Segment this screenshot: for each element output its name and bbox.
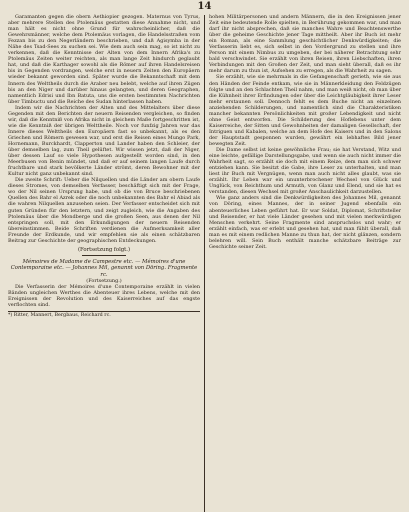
left-paragraph-1: Garamanten gegen die obern Aethiopier gezogen. Maternus von Tyrus, aber mehrere Stellen des Ptolemäus gestatten diese Annahme nicht, und man hält es nicht ohne Grund für wahrscheinlicher, daß die Gewehrsmänner, welche dem Ptolemäus vorlagen, die Handelsstraßen vom Fezzan bis zu den Negerländern beschrieben, und daß Agisymba in der Nähe des Tsad-Sees zu suchen sei. Wie dem auch sein mag, so ist nicht zu verkennen, daß die Kenntnisse der Alten von dem Innern Afrika's zu Ptolemäus Zeiten weiter reichten, als man lange Zeit hindurch geglaubt hat, und daß die Karthager sowohl als die Römer auf ihren Handelsreisen bis in Gegenden vordrangen, welche erst in neuern Zeiten den Europäern wieder bekannt geworden sind. Später wurde die Bekanntschaft mit dem Innern des Welttheils durch die Araber neu belebt, welche auf ihren Zügen bis an den Niger und darüber hinaus gelangten, und deren Geographen, namentlich Edrisi und Ibn Batuta, uns die ersten bestimmten Nachrichten über Timbuctu und die Reiche des Sudan hinterlassen haben. [8, 14, 200, 105]
right-paragraph-2: Sie erzählt, wie sie mehrmals in die Gefangenschaft gerieth, wie sie aus den Händen der Feinde entkam, wie sie in Männerkleidung den Feldzügen folgte und an den Schlachten Theil nahm, und man weiß nicht, ob man über die Kühnheit ihrer Erfindungen oder über die Leichtgläubigkeit ihrer Leser mehr erstaunen soll. Dennoch fehlt es dem Buche nicht an einzelnen anziehenden Schilderungen, und namentlich sind die Charakteristiken mancher bekannten Persönlichkeiten mit großer Lebendigkeit und nicht ohne Geist entworfen. Die Schilderung des Hoflebens unter dem Kaiserreiche, der Sitten und Gewohnheiten der damaligen Gesellschaft, der Intriguen und Kabalen, welche an dem Hofe des Kaisers und in den Salons der Hauptstadt gesponnen wurden, gewährt ein lebhaftes Bild jener bewegten Zeit. [208, 74, 401, 147]
right-paragraph-1: hohen Militärpersonen und andern Männern, die in den Ereignissen jener Zeit eine bedeutende Rolle spielten, in Berührung gekommen war, und man darf ihr nicht absprechen, daß sie manches Wahre und Beachtenswerthe über die geheime Geschichte jener Tage mittheilt. Aber ihr Buch ist mehr ein Roman, als eine Sammlung geschichtlicher Denkwürdigkeiten; die Verfasserin liebt es, sich selbst in den Vordergrund zu stellen und ihre Person mit einem Nimbus zu umgeben, der bei näherer Betrachtung sehr bald verschwindet. Sie erzählt von ihren Reisen, ihren Liebschaften, ihren Verbindungen mit den Großen der Zeit, und man sieht überall, daß es ihr mehr darum zu thun ist, Aufsehen zu erregen, als die Wahrheit zu sagen. [208, 14, 401, 75]
review-paragraph-1: Die Verfasserin der Mémoires d'une Contemporaine erzählt in vielen Bänden ungleichen Werthes die Abenteuer ihres Lebens, welche mit den Ereignissen der Revolution und des Kaiserreiches auf das engste verflochten sind. [8, 284, 200, 309]
review-heading: Mémoires de Madame de Campestre etc. — Mémoires d'une Contemporaine etc. — Johannes Mil, genannt von Döring. Fragmente rc. [10, 258, 198, 278]
footnote [8, 311, 200, 319]
footnote-text: *) Ritter, Mannert, Bergbaus, Reichard rc. [8, 313, 111, 319]
right-paragraph-4: Wie ganz anders sind die Denkwürdigkeiten des Johannes Mil, genannt von Döring, eines Mannes, der in seiner Jugend ebenfalls ein abenteuerliches Leben geführt hat. Er war Soldat, Diplomat, Schriftsteller und Reisender, er hat viele Länder gesehen und mit vielen merkwürdigen Menschen verkehrt. Seine Fragmente sind anspruchslos und wahr; er erzählt einfach, was er erlebt und gesehen hat, und man fühlt überall, daß man es mit einem redlichen Manne zu thun hat, der nicht glänzen, sondern belehren will. Sein Buch enthält manche schätzbare Beiträge zur Geschichte seiner Zeit. [208, 195, 401, 250]
text-columns [8, 14, 401, 512]
right-column [205, 14, 401, 512]
continuation-note: (Fortsetzung folgt.) [77, 246, 131, 253]
review-subheading: (Fortsetzung.) [86, 278, 122, 285]
page-number: 14 [197, 1, 212, 12]
left-paragraph-2: Indem wir die Nachrichten der Alten und des Mittelalters über diese Gegenden mit den Berichten der neuern Reisenden vergleichen, so finden wir, daß die Kenntniß von Afrika nicht in gleichem Maße fortgeschritten ist, wie die Kenntniß der übrigen Welttheile. Noch vor funfzig Jahren war das Innere dieses Welttheils den Europäern fast so unbekannt, als es den Griechen und Römern gewesen war, und erst die Reisen eines Mungo Park, Hornemann, Burckhardt, Clapperton und Lander haben den Schleier, der über demselben lag, zum Theil gelüftet. Wir wissen jetzt, daß der Niger, über dessen Lauf so viele Hypothesen aufgestellt worden sind, in den Meerbusen von Benin mündet, und daß er auf seinem langen Laufe durch fruchtbare und stark bevölkerte Länder strömt, deren Bewohner mit der Kultur nicht ganz unbekannt sind. [8, 104, 200, 178]
left-column [8, 14, 204, 512]
left-paragraph-3: Die zweite Schrift: Ueber die Nilquellen und die Länder am obern Laufe dieses Stromes, von demselben Verfasser, beschäftigt sich mit der Frage, wo der Nil seinen Ursprung habe, und ob die von Bruce beschriebenen Quellen des Bahr el Azrek oder die noch unbekannten des Bahr el Abiad als die wahren Nilquellen anzusehen seien. Der Verfasser entscheidet sich mit guten Gründen für den letztern, und zeigt zugleich, wie die Angaben des Ptolemäus über die Mondberge und die großen Seen, aus denen der Nil entspringen soll, mit den Erkundigungen der neuern Reisenden übereinstimmen. Beide Schriften verdienen die Aufmerksamkeit aller Freunde der Erdkunde, und wir empfehlen sie als einen schätzbaren Beitrag zur Geschichte der geographischen Entdeckungen. [8, 177, 200, 244]
section-divider [82, 255, 126, 256]
right-paragraph-3: Die Dame selbst ist keine gewöhnliche Frau; sie hat Verstand, Witz und eine leichte, gefällige Darstellungsgabe, und wenn sie auch nicht immer die Wahrheit sagt, so erzählt sie doch mit einem Reize, dem man sich schwer entziehen kann. Sie besitzt die Gabe, ihre Leser zu unterhalten, und man liest ihr Buch mit Vergnügen, wenn man auch nicht alles glaubt, was sie erzählt. Ihr Leben war ein ununterbrochener Wechsel von Glück und Unglück, von Reichthum und Armuth, von Glanz und Elend, und sie hat es verstanden, diesen Wechsel mit großer Anschaulichkeit darzustellen. [208, 147, 401, 196]
